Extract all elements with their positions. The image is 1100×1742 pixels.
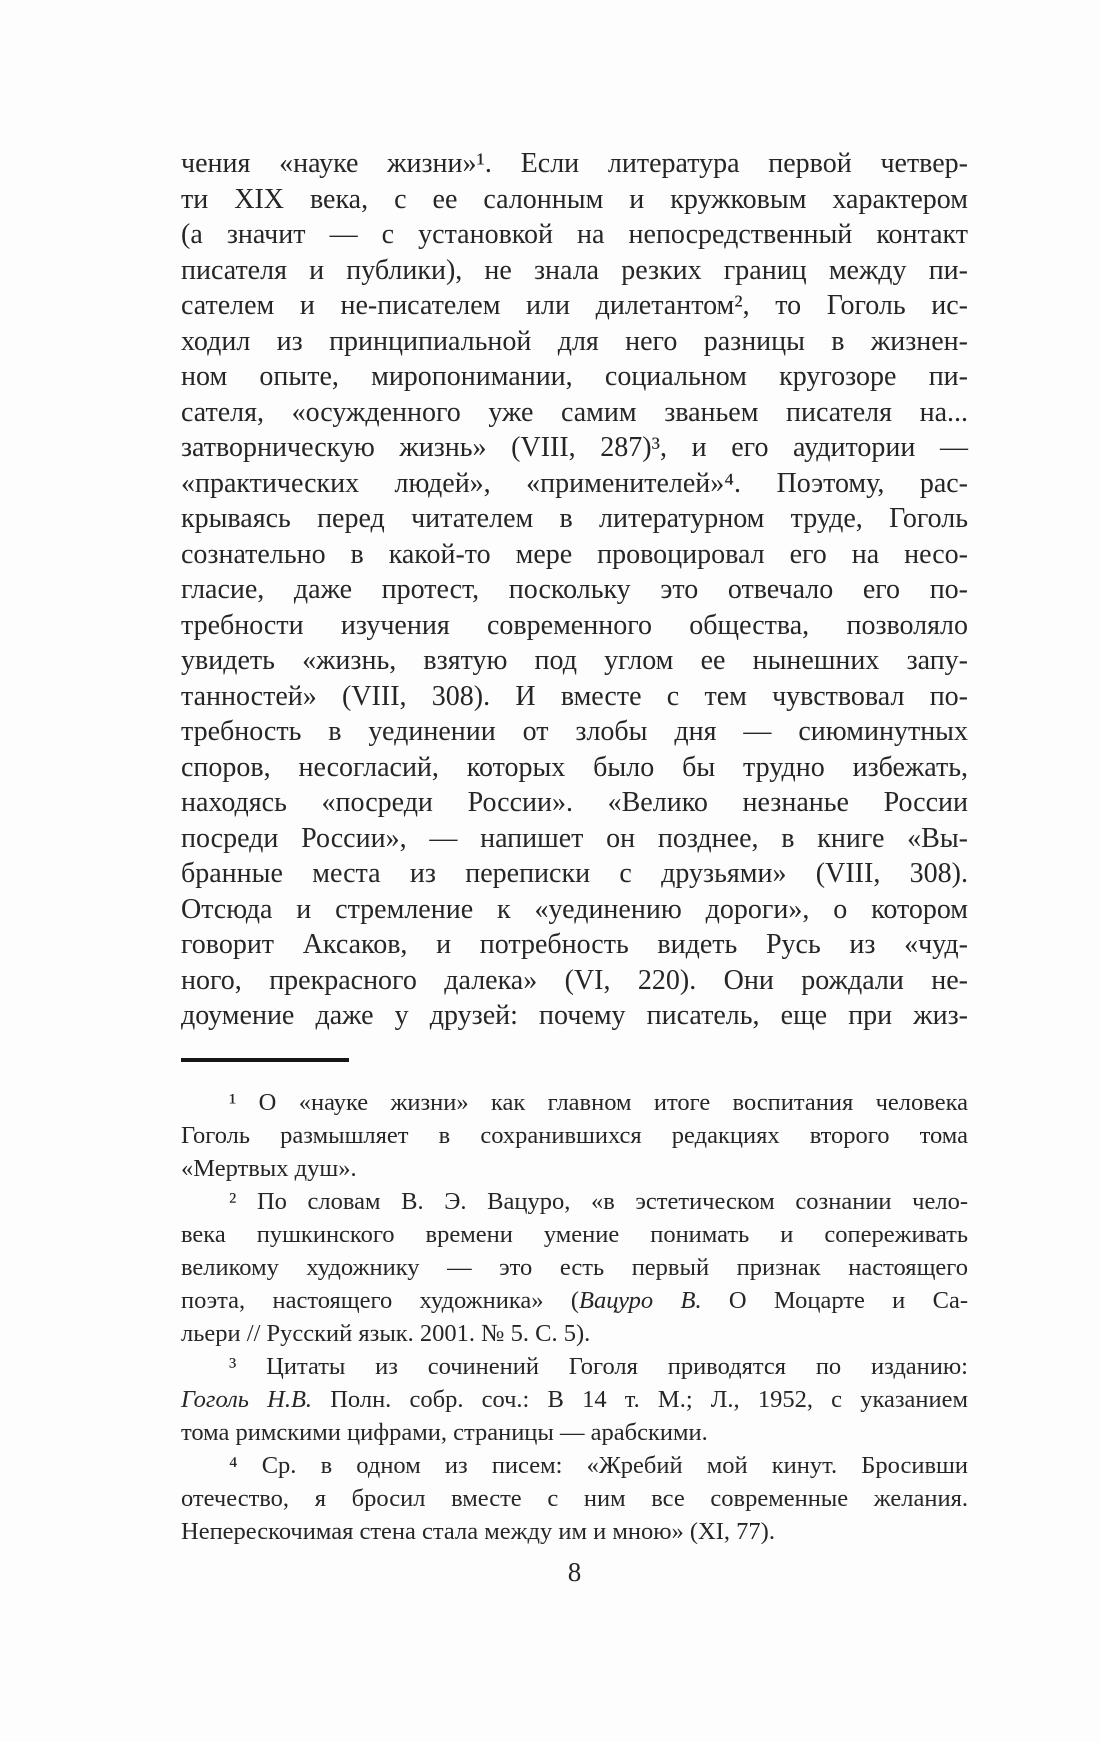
main-text-line: сателем и не-писателем или дилетантом², то Гоголь ис- [181,290,968,321]
footnote-2 [181,1185,968,1350]
main-text-line: крываясь перед читателем в литературном труде, Гоголь [181,503,968,534]
main-text-line: затворническую жизнь» (VIII, 287)³, и его аудитории — [181,432,968,463]
main-text-line: сателя, «осужденного уже самим званьем писателя на... [181,396,968,428]
main-text-block [181,146,968,1034]
footnote-text-segment: ¹ О «науке жизни» как главном итоге воспитания человека [229,1089,968,1116]
main-text-line: посреди России», — напишет он позднее, в книге «Вы- [181,822,968,854]
footnote-text-segment: льери // Русский язык. 2001. № 5. С. 5). [181,1320,591,1347]
footnote-text-segment: Гоголь размышляет в сохранившихся редакциях второго тома [181,1122,968,1149]
footnote-text-segment: ⁴ Ср. в одном из писем: «Жребий мой кинут. Бросивши [229,1452,968,1479]
main-text-line: ного, прекрасного далека» (VI, 220). Они рождали не- [181,964,968,996]
main-text-line: споров, несогласий, которых было бы трудно избежать, [181,751,968,783]
main-text-line: бранные места из переписки с друзьями» (VIII, 308). [181,858,968,889]
footnote-line [181,1416,968,1449]
footnote-line [181,1482,968,1515]
footnote-line [181,1251,968,1284]
footnote-line [181,1350,968,1383]
main-text-line: говорит Аксаков, и потребность видеть Русь из «чуд- [181,929,968,960]
footnote-line [181,1284,968,1317]
footnote-text-segment: Полн. собр. соч.: В 14 т. М.; Л., 1952, с указанием [312,1386,969,1413]
footnote-line [181,1218,968,1251]
main-text-line: «практических людей», «применителей»⁴. Поэтому, рас- [181,467,968,499]
main-text-line: (а значит — с установкой на непосредственный контакт [181,219,968,250]
footnote-line [181,1449,968,1482]
main-text-line: ходил из принципиальной для него разницы в жизнен- [181,325,968,357]
footnote-line [181,1185,968,1218]
footnote-text-segment: Неперескочимая стена стала между им и мною» (XI, 77). [181,1518,775,1545]
main-text-line: Отсюда и стремление к «уединению дороги», о котором [181,893,968,925]
footnote-text-segment: ³ Цитаты из сочинений Гоголя приводятся по изданию: [229,1353,968,1380]
main-text-line: находясь «посреди России». «Велико незнанье России [181,787,968,818]
footnote-line [181,1152,968,1185]
main-text-line: танностей» (VIII, 308). И вместе с тем чувствовал по- [181,680,968,712]
footnote-text-segment: О Моцарте и Са- [701,1287,968,1314]
main-text-line: ти XIX века, с ее салонным и кружковым характером [181,183,968,215]
footnote-text-segment: «Мертвых душ». [181,1155,357,1182]
footnote-citation-author: Гоголь Н.В. [181,1386,313,1413]
footnote-text-segment: ² По словам В. Э. Вацуро, «в эстетическом сознании чело- [229,1188,968,1215]
main-text-line: увидеть «жизнь, взятую под углом ее нынешних запу- [181,645,968,676]
footnote-text-segment: великому художнику — это есть первый признак настоящего [181,1254,968,1281]
footnote-1 [181,1086,968,1185]
footnote-line [181,1119,968,1152]
main-text-line: писателя и публики), не знала резких границ между пи- [181,254,968,286]
main-text-line: требности изучения современного общества, позволяло [181,609,968,641]
footnote-line [181,1383,968,1416]
footnote-text-segment: тома римскими цифрами, страницы — арабскими. [181,1419,708,1446]
main-text-line: сознательно в какой-то мере провоцировал его на несо- [181,538,968,570]
footnote-3 [181,1350,968,1449]
footnotes-block [181,1086,968,1548]
footnote-text-segment: поэта, настоящего художника» ( [181,1287,579,1314]
footnote-line [181,1515,968,1548]
footnote-text-segment: века пушкинского времени умение понимать и сопереживать [181,1221,968,1248]
footnote-separator-rule [181,1058,349,1062]
page-number: 8 [567,1557,582,1587]
main-text-line: чения «науке жизни»¹. Если литература первой четвер- [181,148,968,179]
footnote-line [181,1317,968,1350]
main-text-line: гласие, даже протест, поскольку это отвечало его по- [181,574,968,605]
footnote-4 [181,1449,968,1548]
main-text-line: требность в уединении от злобы дня — сиюминутных [181,716,968,747]
footnote-citation-author: Вацуро В. [578,1287,702,1314]
main-text-line: доумение даже у друзей: почему писатель, еще при жиз- [181,1000,968,1031]
footnote-line [181,1086,968,1119]
main-text-line: ном опыте, миропонимании, социальном кругозоре пи- [181,361,968,392]
footnote-text-segment: отечество, я бросил вместе с ним все современные желания. [181,1485,968,1512]
